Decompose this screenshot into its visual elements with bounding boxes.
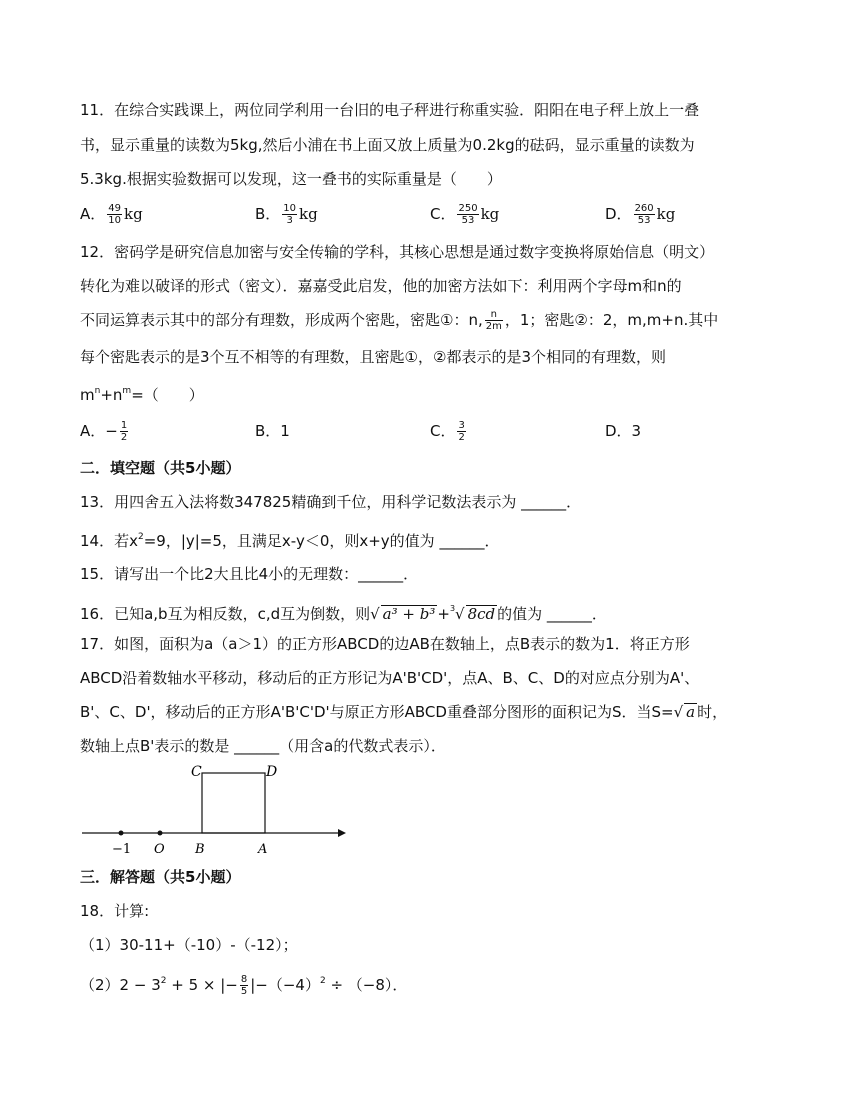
q11-line1: 11．在综合实践课上，两位同学利用一台旧的电子秤进行称重实验．阳阳在电子秤上放上一叠: [80, 101, 700, 119]
q18-title: 18．计算:: [80, 902, 150, 920]
label-o: O: [154, 842, 165, 857]
q17-line1: 17．如图，面积为a（a＞1）的正方形ABCD的边AB在数轴上，点B表示的数为1．将正方形: [80, 635, 690, 653]
label-b: B: [195, 842, 205, 857]
q12-option-b: B．1: [255, 422, 290, 440]
section-solve-title: 三．解答题（共5小题）: [80, 868, 241, 886]
label-a: A: [258, 842, 268, 857]
q17-line3: B'、C、D'，移动后的正方形A'B'C'D'与原正方形ABCD重叠部分图形的面积记为S．当S=√ a 时，: [80, 703, 728, 721]
q11-option-a: A． $\frac{49}{10}$ kg: [80, 203, 143, 226]
q17-line2: ABCD沿着数轴水平移动，移动后的正方形记为A'B'CD'，点A、B、C、D的对应点分别为A'、: [80, 669, 700, 687]
q11-line2: 书，显示重量的读数为5kg,然后小浦在书上面又放上质量为0.2kg的砝码，显示重量的读数为: [80, 136, 695, 154]
point-origin: [158, 831, 163, 836]
q11-line3: 5.3kg.根据实验数据可以发现，这一叠书的实际重量是（ ）: [80, 170, 502, 188]
label-d: D: [266, 764, 278, 780]
q11-option-b: B． $\frac{10}{3}$ kg: [255, 203, 318, 226]
q11-option-c: C． $\frac{250}{53}$ kg: [430, 203, 500, 226]
q12-line4: 每个密匙表示的是3个互不相等的有理数，且密匙①，②都表示的是3个相同的有理数，则: [80, 348, 666, 366]
q12-line3: 不同运算表示其中的部分有理数，形成两个密匙，密匙①：n, $\frac{n}{2m}$ ，1；密匙②：2，m,m+n.其中: [80, 309, 719, 332]
q12-option-d: D．3: [605, 422, 642, 440]
q17-line4: 数轴上点B'表示的数是 ______（用含a的代数式表示）．: [80, 737, 446, 755]
square-abcd: [202, 773, 265, 833]
q18-part2: $(2)2 - 3^2 + 5$ × |− $\frac{8}{5}$ $|-(-4)^2 \div (-8)$．: [80, 974, 408, 997]
q12-option-c: C． $\frac{3}{2}$: [430, 420, 465, 443]
q15-text: 15．请写出一个比2大且比4小的无理数：______．: [80, 565, 419, 583]
label-c: C: [191, 764, 202, 780]
q14-text: 14．若$x^2=9$，|y|=5，且满足x-y＜0，则x+y的值为 ______．: [80, 532, 500, 550]
label-minus-one: −1: [112, 842, 132, 857]
q11-option-d: D． $\frac{260}{53}$ kg: [605, 203, 676, 226]
q18-part1: （1）30-11+（-10）-（-12）；: [80, 936, 298, 954]
q16-text: 16．已知a,b互为相反数，c,d互为倒数，则√ a³ + b³ +$^3$√ 8cd 的值为 ______．: [80, 604, 607, 623]
number-line-arrow: [338, 829, 346, 837]
q12-line1: 12．密码学是研究信息加密与安全传输的学科，其核心思想是通过数字变换将原始信息（明文）: [80, 243, 715, 261]
q12-option-a: A．− $\frac{1}{2}$: [80, 420, 128, 443]
point-minus-one: [119, 831, 124, 836]
section-fill-in-title: 二．填空题（共5小题）: [80, 459, 241, 477]
q13-text: 13．用四舍五入法将数347825精确到千位，用科学记数法表示为 ______．: [80, 493, 582, 511]
q12-line2: 转化为难以破译的形式（密文）．嘉嘉受此启发，他的加密方法如下：利用两个字母m和n的: [80, 277, 682, 295]
q12-line5: $m^n+n^m=$（ ）: [80, 386, 204, 404]
number-line-square-figure: [80, 760, 350, 860]
